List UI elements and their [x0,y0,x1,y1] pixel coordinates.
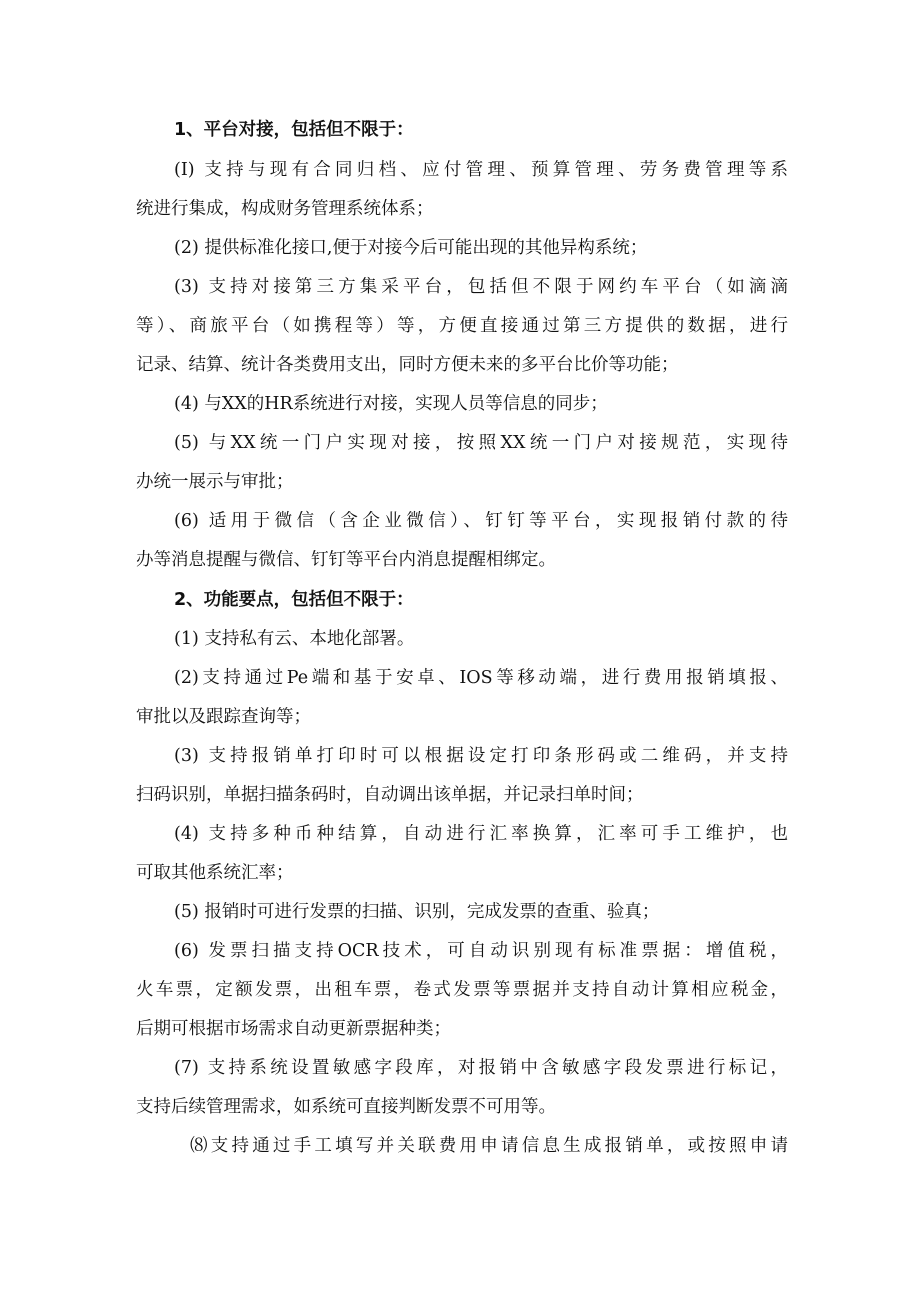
section-1-item-5-line-1: (5) 与XX统一门户实现对接，按照XX统一门户对接规范，实现待 [174,433,788,453]
section-2-item-7-line-2: 支持后续管理需求，如系统可直接判断发票不可用等。 [136,1097,556,1117]
section-1-item-4: (4) 与XX的HR系统进行对接，实现人员等信息的同步； [174,394,608,414]
section-2-item-3-line-2: 扫码识别，单据扫描条码时，自动调出该单据，并记录扫单时间； [136,785,644,805]
section-1-item-2: (2) 提供标准化接口,便于对接今后可能出现的其他异构系统； [174,238,648,258]
section-2-item-6-line-2: 火车票，定额发票，出租车票，卷式发票等票据并支持自动计算相应税金， [136,980,788,1000]
section-2-item-6-line-1: (6) 发票扫描支持OCR技术，可自动识别现有标准票据：增值税， [174,941,788,961]
section-2-item-3-line-1: (3) 支持报销单打印时可以根据设定打印条形码或二维码，并支持 [174,746,788,766]
section-2-item-6-line-3: 后期可根据市场需求自动更新票据种类； [136,1019,451,1039]
section-1-item-3-line-2: 等）、商旅平台（如携程等）等，方便直接通过第三方提供的数据，进行 [136,316,788,336]
section-2-item-8-line-1: ⑻支持通过手工填写并关联费用申请信息生成报销单，或按照申请 [190,1136,788,1156]
section-2-item-2-line-2: 审批以及跟踪查询等； [136,707,311,727]
section-1-item-5-line-2: 办统一展示与审批； [136,472,294,492]
section-2-item-5: (5) 报销时可进行发票的扫描、识别，完成发票的查重、验真； [174,902,660,922]
section-2-item-7-line-1: (7) 支持系统设置敏感字段库，对报销中含敏感字段发票进行标记， [174,1058,788,1078]
section-2-item-4-line-1: (4) 支持多种币种结算，自动进行汇率换算，汇率可手工维护，也 [174,824,788,844]
section-1-heading: 1、平台对接，包括但不限于： [174,120,414,140]
section-1-item-6-line-1: (6) 适用于微信（含企业微信）、钉钉等平台，实现报销付款的待 [174,511,788,531]
section-1-item-6-line-2: 办等消息提醒与微信、钉钉等平台内消息提醒相绑定。 [136,550,556,570]
section-1-item-3-line-3: 记录、结算、统计各类费用支出，同时方便未来的多平台比价等功能； [136,355,679,375]
section-1-item-1-line-2: 统进行集成，构成财务管理系统体系； [136,199,434,219]
section-1-item-3-line-1: (3) 支持对接第三方集采平台，包括但不限于网约车平台（如滴滴 [174,277,788,297]
section-2-heading: 2、功能要点，包括但不限于： [174,590,414,610]
section-2-item-1: (1) 支持私有云、本地化部署。 [174,629,415,649]
section-1-item-1-line-1: (I) 支持与现有合同归档、应付管理、预算管理、劳务费管理等系 [174,160,788,180]
section-2-item-4-line-2: 可取其他系统汇率； [136,863,294,883]
section-2-item-2-line-1: (2)支持通过Pe端和基于安卓、IOS等移动端，进行费用报销填报、 [174,668,788,688]
